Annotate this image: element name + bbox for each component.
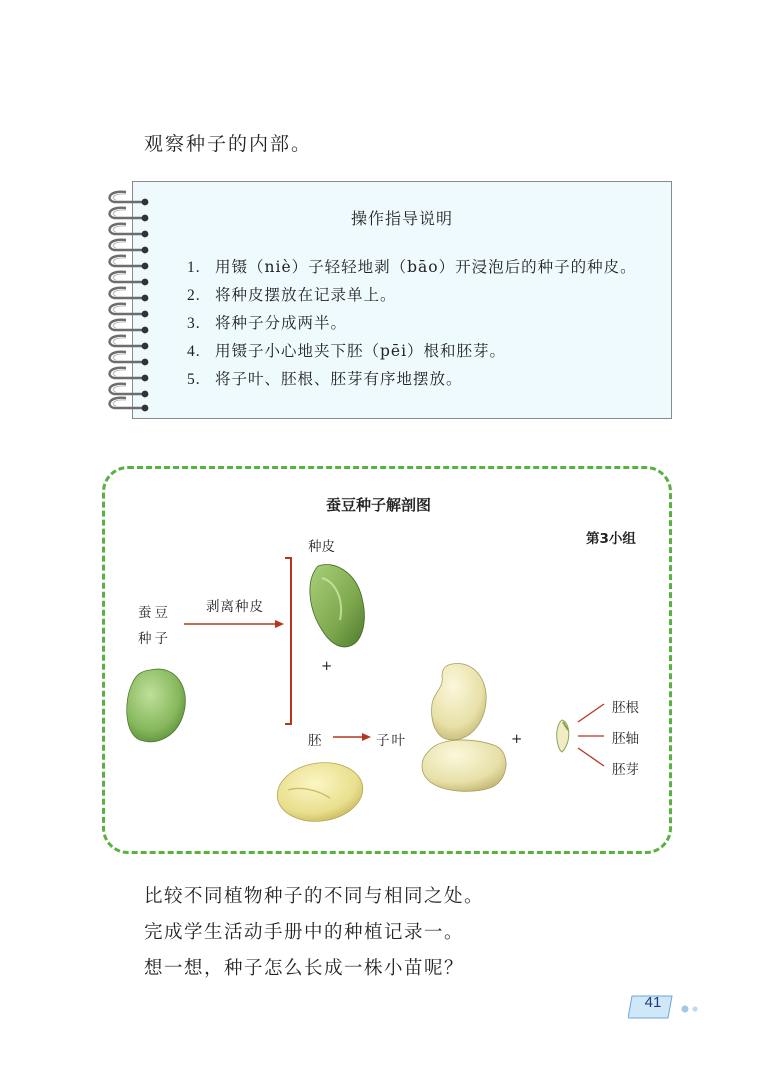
page-dots-icon — [680, 1004, 702, 1014]
peel-action-label: 剥离种皮 — [206, 599, 264, 615]
step-item: 5. 将子叶、胚根、胚芽有序地摆放。 — [187, 370, 463, 388]
step-item: 1. 用镊（niè）子轻轻地剥（bāo）开浸泡后的种子的种皮。 — [187, 258, 637, 276]
diagram-title: 蚕豆种子解剖图 — [326, 496, 432, 514]
peel-arrow-head — [275, 620, 284, 628]
question-line: 完成学生活动手册中的种植记录一。 — [144, 922, 465, 943]
step-item: 2. 将种皮摆放在记录单上。 — [187, 286, 397, 304]
embryo-arrow-head — [362, 733, 371, 741]
instruction-title: 操作指导说明 — [350, 209, 453, 228]
cotyledon-label: 子叶 — [376, 733, 407, 749]
group-label: 第3小组 — [586, 531, 636, 547]
question-line: 比较不同植物种子的不同与相同之处。 — [144, 886, 485, 907]
question-line: 想一想，种子怎么长成一株小苗呢？ — [144, 958, 465, 979]
seed-coat-image — [310, 564, 364, 646]
cotyledon-top-image — [432, 663, 487, 740]
step-item: 3. 将种子分成两半。 — [187, 314, 348, 332]
hypocotyl-label: 胚轴 — [612, 731, 639, 747]
plumule-pointer — [578, 748, 604, 766]
radicle-label: 胚根 — [612, 700, 639, 716]
intro-text: 观察种子的内部。 — [144, 133, 313, 155]
plus-sign: + — [321, 658, 333, 674]
embryo-axis-image — [557, 720, 569, 752]
split-bracket — [285, 558, 291, 724]
plumule-label: 胚芽 — [612, 762, 639, 778]
page-number: 41 — [644, 994, 662, 1011]
cotyledon-bottom-image — [422, 740, 506, 791]
plus-sign: + — [511, 731, 523, 747]
embryo-label: 胚 — [308, 733, 322, 749]
step-item: 4. 用镊子小心地夹下胚（pēi）根和胚芽。 — [187, 342, 507, 360]
seed-label-line2: 种子 — [138, 631, 171, 647]
seed-coat-label: 种皮 — [308, 539, 335, 555]
broad-bean-image — [127, 669, 186, 742]
seed-label-line1: 蚕豆 — [138, 605, 171, 621]
radicle-pointer — [578, 704, 604, 722]
